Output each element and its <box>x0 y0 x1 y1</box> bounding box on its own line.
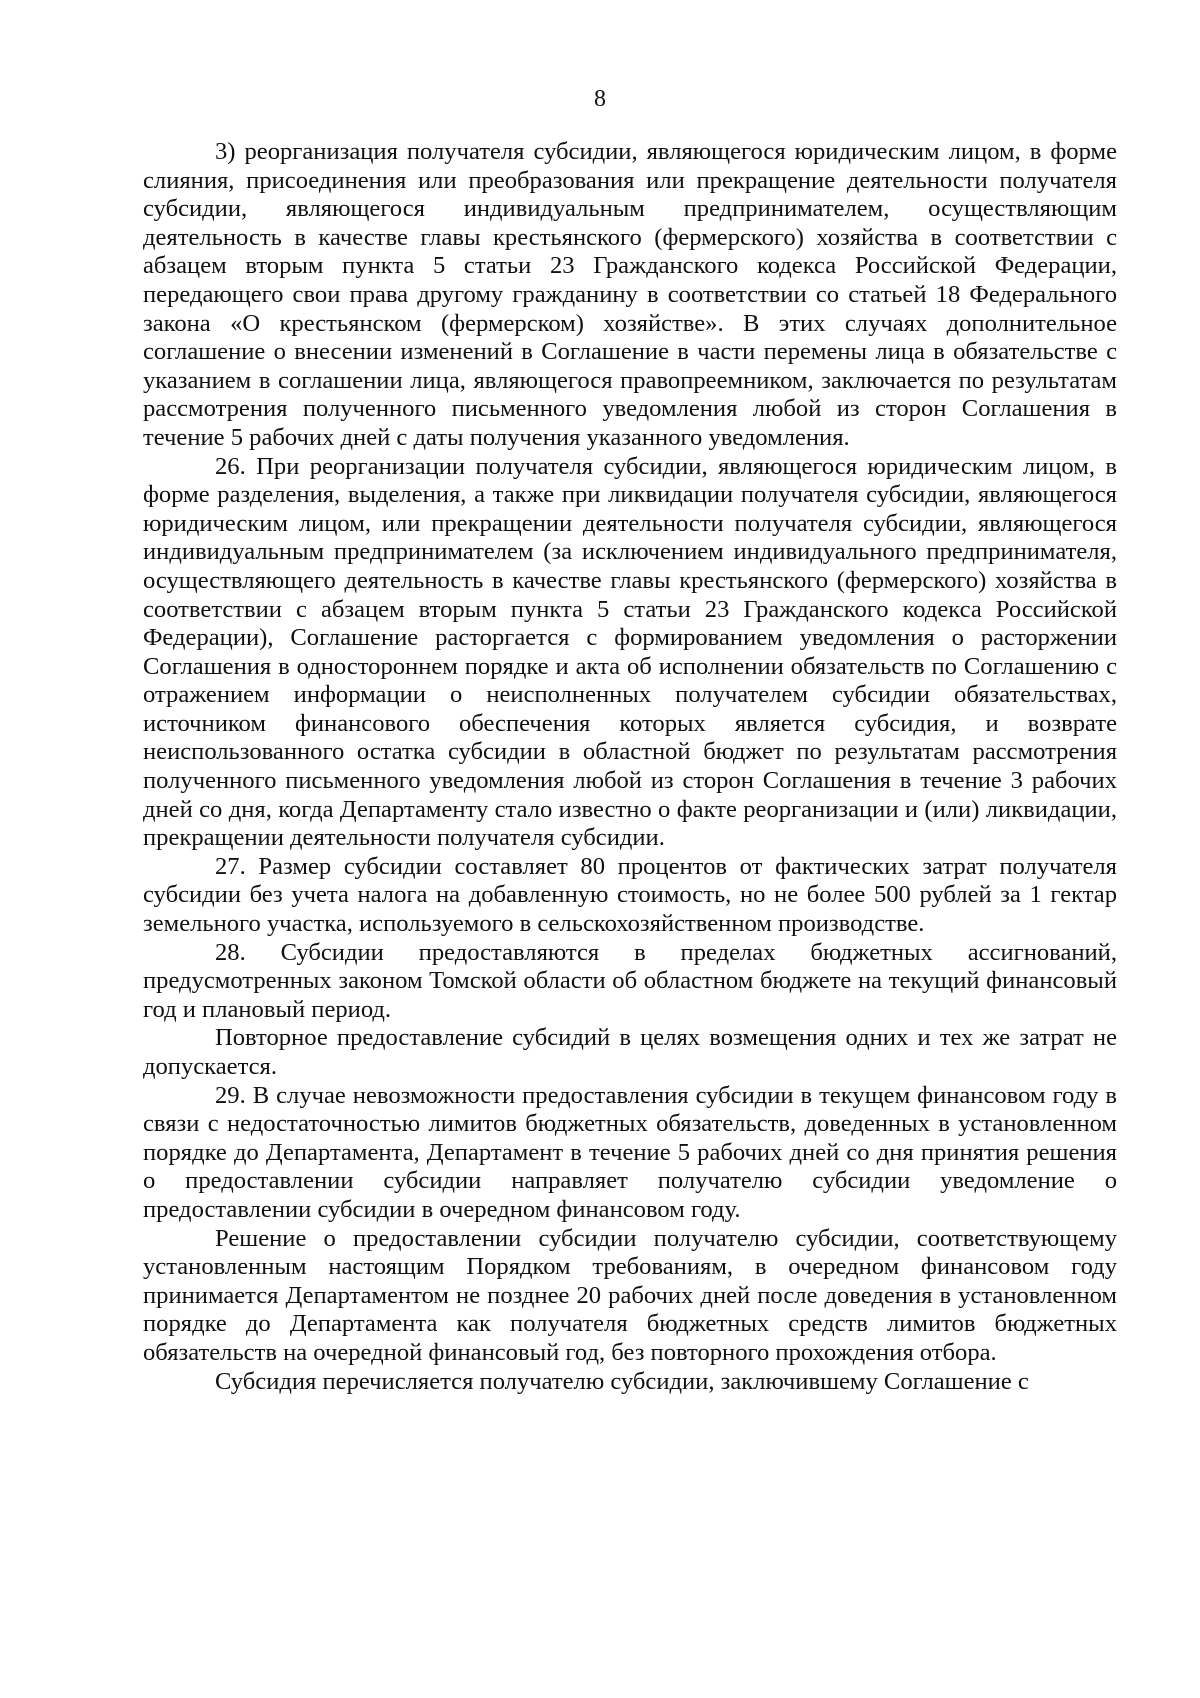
paragraph-item-3-reorganization: 3) реорганизация получателя субсидии, являющегося юридическим лицом, в форме слияния, присоединения или преобразования или прекращение деятельности получателя субсидии, являющегося индивидуальным предпринимателем, осуществляющим деятельность в качестве главы крестьянского (фермерского) хозяйства в соответствии с абзацем вторым пункта 5 статьи 23 Гражданского кодекса Российской Федерации, передающего свои права другому гражданину в соответствии со статьей 18 Федерального закона «О крестьянском (фермерском) хозяйстве». В этих случаях дополнительное соглашение о внесении изменений в Соглашение в части перемены лица в обязательстве с указанием в соглашении лица, являющегося правопреемником, заключается по результатам рассмотрения полученного письменного уведомления любой из сторон Соглашения в течение 5 рабочих дней с даты получения указанного уведомления. <box>143 138 1117 451</box>
paragraph-29-decision: Решение о предоставлении субсидии получателю субсидии, соответствующему установленным настоящим Порядком требованиям, в очередном финансовом году принимается Департаментом не позднее 20 рабочих дней после доведения в установленном порядке до Департамента как получателя бюджетных средств лимитов бюджетных обязательств на очередной финансовый год, без повторного прохождения отбора. <box>143 1224 1117 1366</box>
document-body <box>143 138 1117 1396</box>
paragraph-26: 26. При реорганизации получателя субсидии, являющегося юридическим лицом, в форме разделения, выделения, а также при ликвидации получателя субсидии, являющегося юридическим лицом, или прекращении деятельности получателя субсидии, являющегося индивидуальным предпринимателем (за исключением индивидуального предпринимателя, осуществляющего деятельность в качестве главы крестьянского (фермерского) хозяйства в соответствии с абзацем вторым пункта 5 статьи 23 Гражданского кодекса Российской Федерации), Соглашение расторгается с формированием уведомления о расторжении Соглашения в одностороннем порядке и акта об исполнении обязательств по Соглашению с отражением информации о неисполненных получателем субсидии обязательствах, источником финансового обеспечения которых является субсидия, и возврате неиспользованного остатка субсидии в областной бюджет по результатам рассмотрения полученного письменного уведомления любой из сторон Соглашения в течение 3 рабочих дней со дня, когда Департаменту стало известно о факте реорганизации и (или) ликвидации, прекращении деятельности получателя субсидии. <box>143 452 1117 852</box>
paragraph-28-repeat-subsidy: Повторное предоставление субсидий в целях возмещения одних и тех же затрат не допускается. <box>143 1024 1117 1080</box>
paragraph-28: 28. Субсидии предоставляются в пределах бюджетных ассигнований, предусмотренных законом Томской области об областном бюджете на текущий финансовый год и плановый период. <box>143 938 1117 1023</box>
paragraph-27: 27. Размер субсидии составляет 80 процентов от фактических затрат получателя субсидии без учета налога на добавленную стоимость, но не более 500 рублей за 1 гектар земельного участка, используемого в сельскохозяйственном производстве. <box>143 852 1117 938</box>
paragraph-29-transfer: Субсидия перечисляется получателю субсидии, заключившему Соглашение с <box>215 1367 1029 1395</box>
paragraph-29: 29. В случае невозможности предоставления субсидии в текущем финансовом году в связи с недостаточностью лимитов бюджетных обязательств, доведенных в установленном порядке до Департамента, Департамент в течение 5 рабочих дней со дня принятия решения о предоставлении субсидии направляет получателю субсидии уведомление о предоставлении субсидии в очередном финансовом году. <box>143 1081 1117 1223</box>
page-number: 8 <box>594 86 606 112</box>
